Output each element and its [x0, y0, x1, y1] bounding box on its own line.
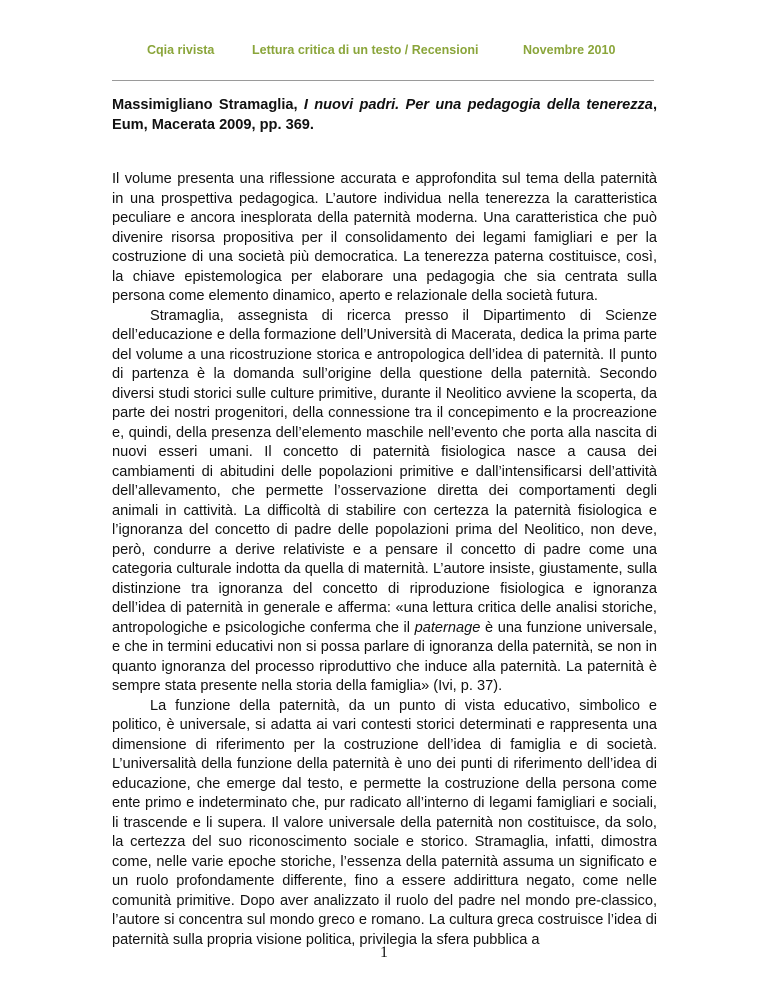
- review-content: [112, 96, 657, 950]
- page-number: 1: [380, 944, 388, 961]
- paragraph-2-text: Stramaglia, assegnista di ricerca presso il Dipartimento di Scienze dell’educazione e della formazione dell’Università di Macerata, dedica la prima parte del volume a una ricostruzione storica e antropologica dell’idea di paternità. Il punto di partenza è la domanda sull’origine della questione della paternità. Secondo diversi studi storici sulle culture primitive, durante il Neolitico avviene la scoperta, da parte dei nostri progenitori, della connessione tra il concepimento e la procreazione e, quindi, della presenza dell’elemento maschile nell’evento che porta alla nascita di nuovi esseri umani. Il concetto di paternità fisiologica nasce a causa dei cambiamenti di abitudini delle popolazioni primitive e dall’intensificarsi dell’attività dell’allevamento, che permette l’osservazione diretta dei comportamenti degli animali in cattività. La difficoltà di stabilire con certezza la paternità fisiologica e l’ignoranza del concetto di padre delle popolazioni prima del Neolitico, non deve, però, condurre a derive relativiste e a pensare il concetto di padre come una categoria culturale indotta da quella di maternità. L’autore insiste, giustamente, sulla distinzione tra ignoranza del concetto di riproduzione fisiologica e ignoranza dell’idea di paternità in generale e afferma: «una lettura critica delle analisi storiche, antropologiche e psicologiche conferma che il: [112, 307, 657, 636]
- paragraph-1: Il volume presenta una riflessione accurata e approfondita sul tema della paternità in una prospettiva pedagogica. L’autore individua nella tenerezza la caratteristica peculiare e ancora inesplorata della paternità moderna. Una caratteristica che può divenire risorsa propositiva per il consolidamento dei legami famigliari e per la costruzione di una società più democratica. La tenerezza paterna costituisce, così, la chiave epistemologica per elaborare una pedagogia che sia centrata sulla persona come elemento dinamico, aperto e relazionale della società futura.: [112, 171, 657, 304]
- paragraph-2-end: è una funzione universale, e che in termini educativi non si possa parlare di ignoranza della paternità, se non in quanto ignoranza del processo riproduttivo che induce alla paternità. La paternità è sempre stata presente nella storia della famiglia» (Ivi, p. 37).: [112, 619, 657, 694]
- citation-publisher: , Eum, Macerata 2009, pp. 369.: [112, 97, 657, 133]
- header-section: Lettura critica di un testo / Recensioni: [252, 43, 479, 57]
- header-divider: [112, 80, 654, 81]
- book-citation: [112, 96, 657, 135]
- spacer: [112, 135, 657, 170]
- paragraph-3: La funzione della paternità, da un punto di vista educativo, simbolico e politico, è universale, si adatta ai vari contesti storici determinati e rappresenta una dimensione di riferimento per la costruzione dell’idea di famiglia e di società. L’universalità della funzione della paternità è uno dei punti di riferimento dell’idea di educazione, che emerge dal testo, e permette la costruzione della persona come ente primo e indeterminato che, pur radicato all’interno di legami famigliari e sociali, li trascende e li supera. Il valore universale della paternità non costituisce, da solo, la certezza del suo riconoscimento sociale e storico. Stramaglia, infatti, dimostra come, nelle varie epoche storiche, l’essenza della paternità assuma un significato e un ruolo profondamente differente, fino a essere addirittura negato, come nelle comunità primitive. Dopo aver analizzato il ruolo del padre nel mondo pre-classico, l’autore si concentra sul mondo greco e romano. La cultura greca costruisce l’idea di paternità sulla propria visione politica, privilegia la sfera pubblica a: [112, 697, 657, 948]
- paragraph-2-italic: paternage: [414, 619, 481, 636]
- paragraph-2: [112, 307, 657, 697]
- header-date: Novembre 2010: [523, 43, 616, 57]
- header-journal: Cqia rivista: [147, 43, 215, 57]
- citation-author: Massimigliano Stramaglia,: [112, 97, 298, 113]
- page-header: [0, 43, 768, 63]
- citation-title: I nuovi padri. Per una pedagogia della tenerezza: [303, 97, 653, 113]
